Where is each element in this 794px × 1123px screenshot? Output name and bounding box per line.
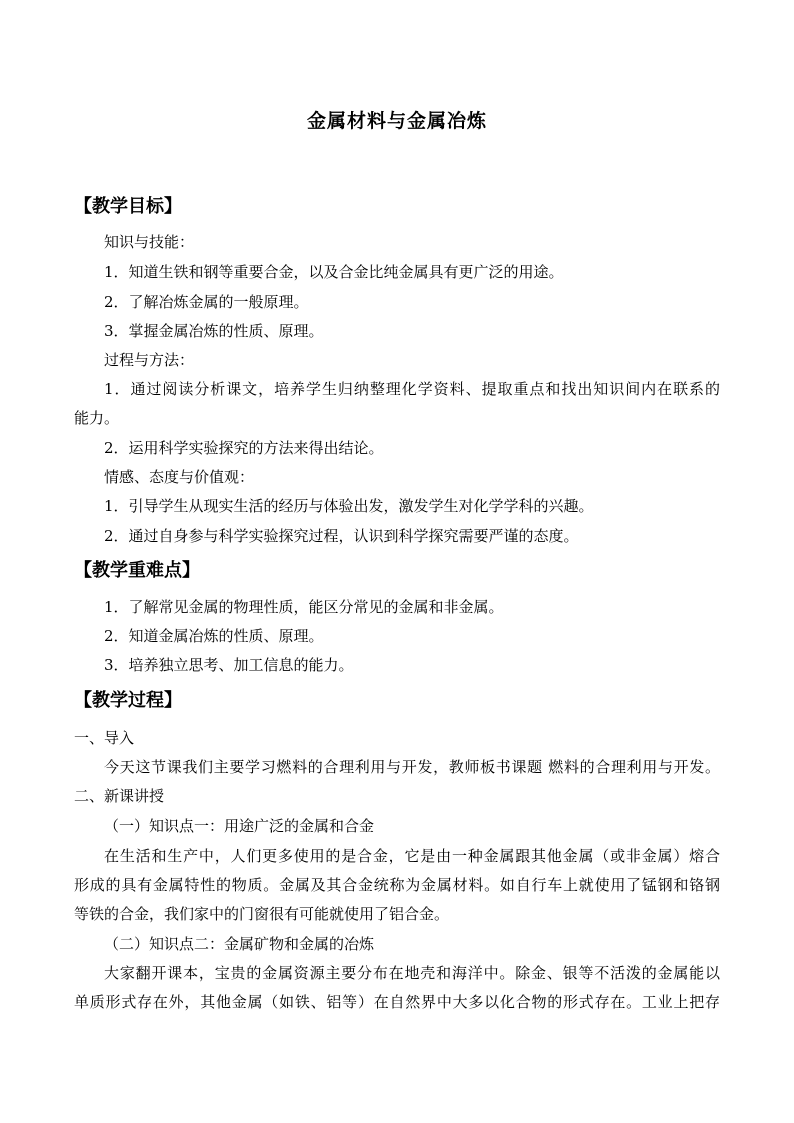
key-point-line: 1．了解常见金属的物理性质，能区分常见的金属和非金属。 [104, 598, 504, 616]
objective-line: 知识与技能： [104, 233, 195, 251]
process-line: 一、导入 [74, 729, 135, 747]
process-line: 形成的具有金属特性的物质。金属及其合金统称为金属材料。如自行车上就使用了锰钢和铬钢 [74, 876, 720, 894]
objective-line: 过程与方法： [104, 351, 195, 369]
objective-line: 1．通过阅读分析课文，培养学生归纳整理化学资料、提取重点和找出知识间内在联系的 [104, 380, 720, 398]
process-line: （二）知识点二：金属矿物和金属的冶炼 [104, 935, 375, 953]
section-heading-objectives: 【教学目标】 [74, 196, 182, 217]
key-point-line: 2．知道金属冶炼的性质、原理。 [104, 627, 324, 645]
objective-line: 2．运用科学实验探究的方法来得出结论。 [104, 439, 384, 457]
objective-line: 3．掌握金属冶炼的性质、原理。 [104, 322, 324, 340]
section-heading-key-points: 【教学重难点】 [74, 560, 200, 581]
key-point-line: 3．培养独立思考、加工信息的能力。 [104, 656, 354, 674]
section-heading-process: 【教学过程】 [74, 690, 182, 711]
process-line: 今天这节课我们主要学习燃料的合理利用与开发，教师板书课题 燃料的合理利用与开发。 [104, 758, 720, 776]
document-title: 金属材料与金属冶炼 [306, 110, 487, 132]
process-line: （一）知识点一：用途广泛的金属和合金 [104, 817, 375, 835]
objective-line: 1．引导学生从现实生活的经历与体验出发，激发学生对化学学科的兴趣。 [104, 497, 594, 515]
process-line: 等铁的合金，我们家中的门窗很有可能就使用了铝合金。 [74, 905, 450, 923]
process-line: 在生活和生产中，人们更多使用的是合金，它是由一种金属跟其他金属（或非金属）熔合 [104, 847, 720, 865]
objective-line: 1．知道生铁和钢等重要合金，以及合金比纯金属具有更广泛的用途。 [104, 263, 564, 281]
process-line: 二、新课讲授 [74, 787, 165, 805]
process-line: 单质形式存在外，其他金属（如铁、铝等）在自然界中大多以化合物的形式存在。工业上把存 [74, 993, 720, 1011]
objective-line: 情感、态度与价值观： [104, 468, 255, 486]
process-line: 大家翻开课本，宝贵的金属资源主要分布在地壳和海洋中。除金、银等不活泼的金属能以 [104, 964, 720, 982]
objective-line: 2．了解冶炼金属的一般原理。 [104, 293, 309, 311]
objective-line: 能力。 [74, 409, 120, 427]
objective-line: 2．通过自身参与科学实验探究过程，认识到科学探究需要严谨的态度。 [104, 527, 579, 545]
